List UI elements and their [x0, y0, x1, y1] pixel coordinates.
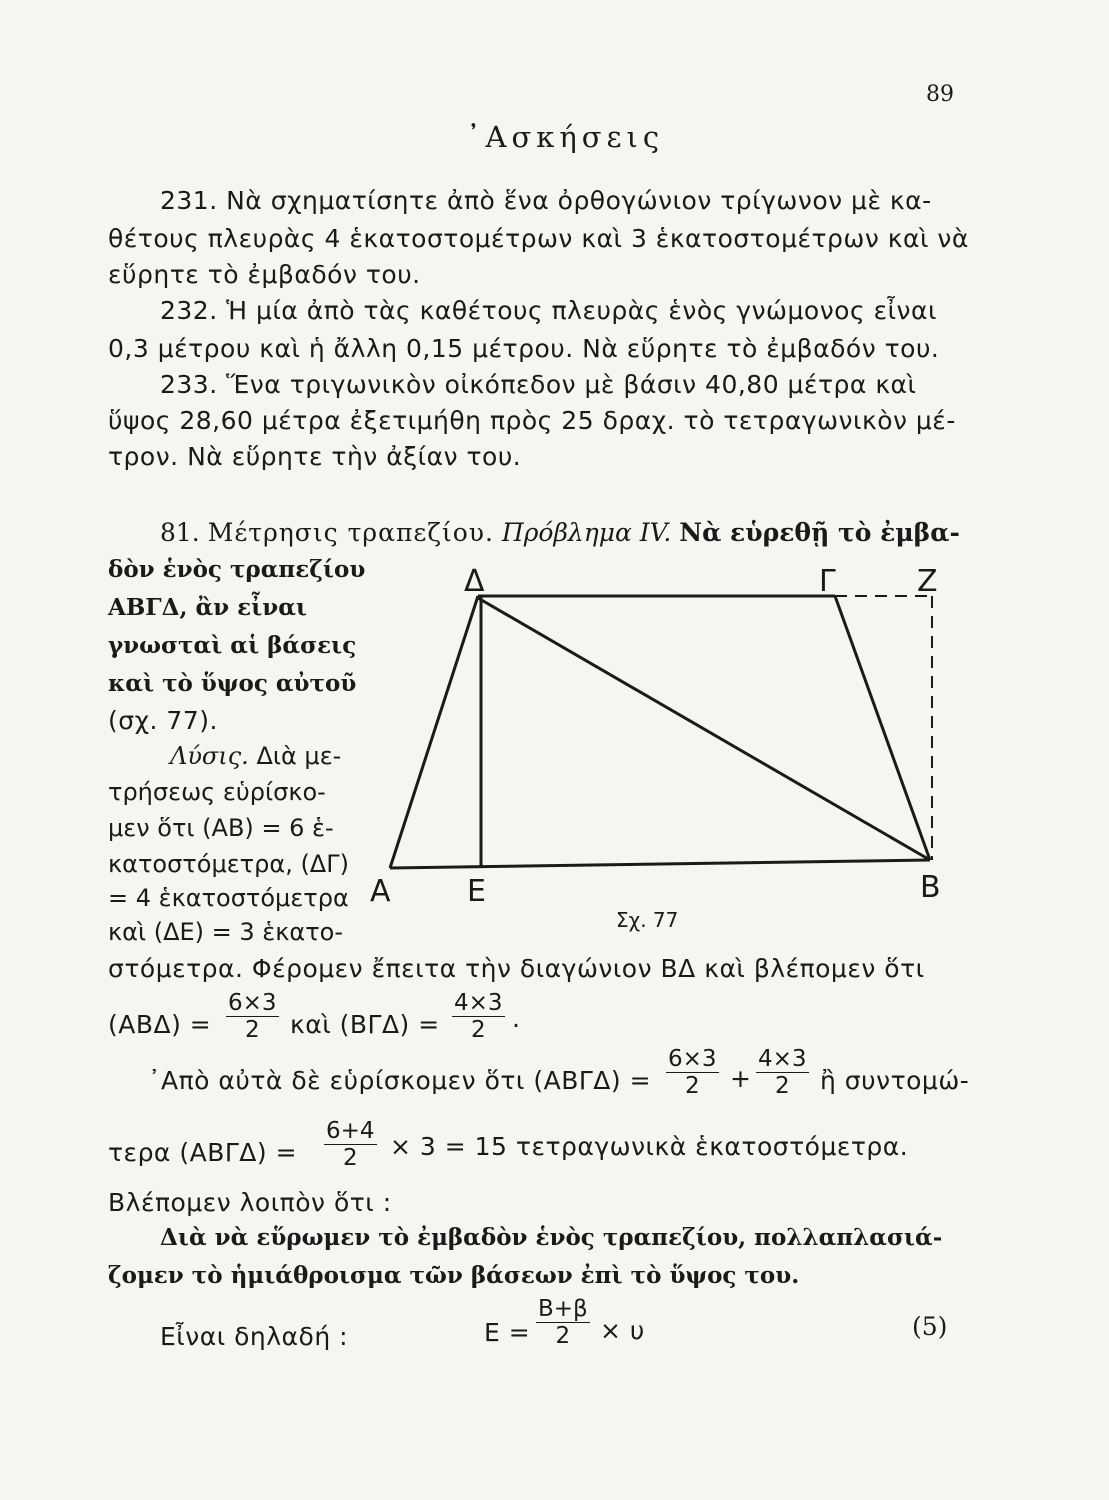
label-B: Β: [920, 870, 941, 905]
eq2-fraction-1: [666, 1046, 719, 1099]
conclusion-intro: Βλέπομεν λοιπὸν ὅτι :: [108, 1188, 392, 1217]
rule-line-1: Διὰ νὰ εὕρωμεν τὸ ἐμβαδὸν ἑνὸς τραπεζίου, πολλαπλασιά-: [160, 1224, 943, 1251]
leg-BG: [835, 596, 930, 860]
eq1-frac1-den: 2: [244, 1017, 260, 1043]
formula-lhs: Ε =: [484, 1318, 531, 1347]
section-81-title-line: [160, 518, 960, 547]
solution-line-4: κατοστόμετρα, (ΔΓ): [108, 850, 349, 878]
eq1-frac2-num: 4×3: [454, 990, 503, 1016]
eq3-pre: τερα (ΑΒΓΔ) =: [108, 1138, 298, 1167]
exercise-231-line1: 231. Νὰ σχηματίσητε ἀπὸ ἕνα ὀρθογώνιον τρίγωνον μὲ κα-: [160, 186, 932, 215]
solution-line-1: [170, 742, 341, 770]
section-number: 81.: [160, 518, 200, 547]
diagonal-BD: [478, 598, 930, 860]
eq1-end: .: [512, 1004, 521, 1033]
eq1-fraction-2: [452, 990, 505, 1043]
solution-label: Λύσις.: [170, 742, 249, 770]
eq2-fraction-2: [756, 1046, 809, 1099]
exercise-233-line2: ὕψος 28,60 μέτρα ἐξετιμήθη πρὸς 25 δραχ. τὸ τετραγωνικὸν μέ-: [108, 406, 956, 435]
formula-frac-num: Β+β: [538, 1296, 588, 1322]
formula-rhs: × υ: [600, 1316, 645, 1345]
exercise-231-line3: εὕρητε τὸ ἐμβαδόν του.: [108, 260, 421, 289]
solution-line-3: μεν ὅτι (ΑΒ) = 6 ἑ-: [108, 814, 334, 842]
section-heading: ᾽Ασκήσεις: [466, 120, 665, 154]
eq1-frac2-den: 2: [470, 1017, 486, 1043]
label-Z: Ζ: [917, 564, 938, 599]
eq2-pre: ᾽Απὸ αὐτὰ δὲ εὑρίσκομεν ὅτι (ΑΒΓΔ) =: [148, 1066, 652, 1095]
eq1-frac1-num: 6×3: [228, 990, 277, 1016]
problem-bold-head: Νὰ εὑρεθῇ τὸ ἐμβα-: [679, 518, 960, 547]
section-title: Μέτρησις τραπεζίου.: [207, 518, 494, 547]
problem-line-3: γνωσταὶ αἱ βάσεις: [108, 632, 357, 659]
exercise-233-line1: 233. Ἕνα τριγωνικὸν οἰκόπεδον μὲ βάσιν 40,80 μέτρα καὶ: [160, 370, 917, 399]
rule-line-2: ζομεν τὸ ἡμιάθροισμα τῶν βάσεων ἐπὶ τὸ ὕψος του.: [108, 1262, 800, 1289]
figure-reference: (σχ. 77).: [108, 706, 218, 735]
problem-label: Πρόβλημα IV.: [501, 518, 672, 547]
eq1-left: (ΑΒΔ) =: [108, 1010, 212, 1039]
figure-caption: Σχ. 77: [616, 908, 679, 932]
solution-line-6: καὶ (ΔΕ) = 3 ἑκατο-: [108, 918, 344, 946]
eq2-frac2-den: 2: [774, 1073, 790, 1099]
label-E: Ε: [467, 874, 486, 909]
label-A: Α: [370, 874, 391, 909]
eq3-frac-den: 2: [342, 1145, 358, 1171]
eq2-frac1-den: 2: [684, 1073, 700, 1099]
formula-frac-den: 2: [555, 1323, 571, 1349]
eq2-plus: +: [730, 1064, 752, 1093]
base-AB: [390, 860, 930, 868]
trapezoid-figure: [360, 550, 980, 930]
solution-line-5: = 4 ἑκατοστόμετρα: [108, 884, 349, 912]
label-D: Δ: [464, 564, 485, 599]
eq2-frac2-num: 4×3: [758, 1046, 807, 1072]
problem-line-1: δὸν ἑνὸς τραπεζίου: [108, 556, 366, 583]
eq2-frac1-num: 6×3: [668, 1046, 717, 1072]
eq3-post: × 3 = 15 τετραγωνικὰ ἑκατοστόμετρα.: [390, 1132, 909, 1161]
formula-intro: Εἶναι δηλαδή :: [160, 1322, 349, 1351]
continuation-line: στόμετρα. Φέρομεν ἔπειτα τὴν διαγώνιον ΒΔ καὶ βλέπομεν ὅτι: [108, 954, 925, 983]
page-number: 89: [926, 82, 954, 107]
eq3-fraction: [324, 1118, 377, 1171]
eq1-mid: καὶ (ΒΓΔ) =: [290, 1010, 440, 1039]
formula-number: (5): [912, 1312, 948, 1341]
exercise-232-line1: 232. Ἡ μία ἀπὸ τὰς καθέτους πλευρὰς ἑνὸς γνώμονος εἶναι: [160, 296, 937, 325]
eq3-frac-num: 6+4: [326, 1118, 375, 1144]
problem-line-2: ΑΒΓΔ, ἂν εἶναι: [108, 594, 308, 621]
exercise-232-line2: 0,3 μέτρου καὶ ἡ ἄλλη 0,15 μέτρου. Νὰ εὕρητε τὸ ἐμβαδόν του.: [108, 334, 940, 363]
exercise-233-line3: τρον. Νὰ εὕρητε τὴν ἀξίαν του.: [108, 442, 522, 471]
problem-line-4: καὶ τὸ ὕψος αὐτοῦ: [108, 670, 357, 697]
eq1-fraction-1: [226, 990, 279, 1043]
solution-line-2: τρήσεως εὑρίσκο-: [108, 778, 326, 806]
eq2-post: ἢ συντομώ-: [820, 1066, 970, 1095]
label-G: Γ: [819, 564, 836, 599]
formula-fraction: [536, 1296, 590, 1349]
solution-text-1: Διὰ με-: [256, 742, 342, 770]
leg-AD: [390, 596, 478, 868]
exercise-231-line2: θέτους πλευρὰς 4 ἑκατοστομέτρων καὶ 3 ἑκατοστομέτρων καὶ νὰ: [108, 224, 969, 253]
